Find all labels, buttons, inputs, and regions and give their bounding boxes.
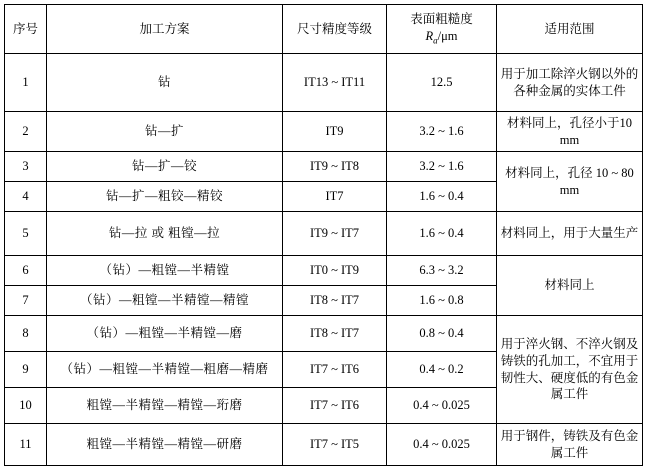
cell-no: 2 xyxy=(5,112,47,152)
cell-plan: （钻）—粗镗—半精镗—磨 xyxy=(47,316,283,352)
cell-plan: 钻 xyxy=(47,54,283,112)
cell-scope: 用于钢件，铸铁及有色金属工件 xyxy=(497,424,643,466)
cell-no: 9 xyxy=(5,352,47,388)
cell-roughness: 1.6 ~ 0.4 xyxy=(387,182,497,212)
cell-no: 1 xyxy=(5,54,47,112)
cell-no: 11 xyxy=(5,424,47,466)
cell-roughness: 1.6 ~ 0.4 xyxy=(387,212,497,256)
cell-plan: 钻—拉 或 粗镗—拉 xyxy=(47,212,283,256)
header-cell-plan: 加工方案 xyxy=(47,5,283,54)
cell-scope: 材料同上，孔径 10 ~ 80 mm xyxy=(497,152,643,212)
table-header-row xyxy=(5,5,643,54)
cell-no: 4 xyxy=(5,182,47,212)
cell-no: 7 xyxy=(5,286,47,316)
header-roughness-symbol: $R_a/\mu m$ xyxy=(425,29,458,46)
table-row xyxy=(5,256,643,286)
cell-tolerance: IT7 ~ IT6 xyxy=(283,388,387,424)
cell-plan: 钻—扩—粗铰—精铰 xyxy=(47,182,283,212)
cell-no: 3 xyxy=(5,152,47,182)
cell-roughness: 3.2 ~ 1.6 xyxy=(387,112,497,152)
cell-tolerance: IT13 ~ IT11 xyxy=(283,54,387,112)
cell-tolerance: IT7 xyxy=(283,182,387,212)
cell-roughness: 3.2 ~ 1.6 xyxy=(387,152,497,182)
cell-roughness: 12.5 xyxy=(387,54,497,112)
cell-plan: （钻）—粗镗—半精镗—粗磨—精磨 xyxy=(47,352,283,388)
cell-plan: 粗镗—半精镗—精镗—珩磨 xyxy=(47,388,283,424)
header-cell-roughness xyxy=(387,5,497,54)
cell-roughness: 6.3 ~ 3.2 xyxy=(387,256,497,286)
cell-roughness: 0.4 ~ 0.025 xyxy=(387,424,497,466)
cell-tolerance: IT0 ~ IT9 xyxy=(283,256,387,286)
cell-no: 8 xyxy=(5,316,47,352)
cell-tolerance: IT9 xyxy=(283,112,387,152)
cell-plan: 粗镗—半精镗—精镗—研磨 xyxy=(47,424,283,466)
header-cell-tolerance: 尺寸精度等级 xyxy=(283,5,387,54)
cell-no: 6 xyxy=(5,256,47,286)
cell-roughness: 1.6 ~ 0.8 xyxy=(387,286,497,316)
table-row xyxy=(5,112,643,152)
cell-roughness: 0.4 ~ 0.2 xyxy=(387,352,497,388)
cell-no: 5 xyxy=(5,212,47,256)
cell-tolerance: IT8 ~ IT7 xyxy=(283,316,387,352)
cell-scope: 材料同上，用于大量生产 xyxy=(497,212,643,256)
cell-tolerance: IT7 ~ IT6 xyxy=(283,352,387,388)
machining-scheme-table xyxy=(4,4,643,466)
cell-scope: 用于淬火钢、不淬火钢及铸铁的孔加工，不宜用于韧性大、硬度低的有色金属工件 xyxy=(497,316,643,424)
cell-scope: 材料同上 xyxy=(497,256,643,316)
header-cell-no: 序号 xyxy=(5,5,47,54)
cell-no: 10 xyxy=(5,388,47,424)
cell-plan: 钻—扩 xyxy=(47,112,283,152)
cell-tolerance: IT9 ~ IT7 xyxy=(283,212,387,256)
table-row xyxy=(5,54,643,112)
cell-tolerance: IT8 ~ IT7 xyxy=(283,286,387,316)
table-row xyxy=(5,424,643,466)
table-row xyxy=(5,152,643,182)
table-row xyxy=(5,212,643,256)
cell-plan: 钻—扩—铰 xyxy=(47,152,283,182)
cell-roughness: 0.8 ~ 0.4 xyxy=(387,316,497,352)
cell-scope: 材料同上，孔径小于10 mm xyxy=(497,112,643,152)
cell-scope: 用于加工除淬火钢以外的各种金属的实体工件 xyxy=(497,54,643,112)
cell-plan: （钻）—粗镗—半精镗—精镗 xyxy=(47,286,283,316)
header-cell-scope: 适用范围 xyxy=(497,5,643,54)
table-row xyxy=(5,316,643,352)
cell-plan: （钻）—粗镗—半精镗 xyxy=(47,256,283,286)
cell-tolerance: IT9 ~ IT8 xyxy=(283,152,387,182)
cell-roughness: 0.4 ~ 0.025 xyxy=(387,388,497,424)
cell-tolerance: IT7 ~ IT5 xyxy=(283,424,387,466)
header-roughness-title: 表面粗糙度 xyxy=(410,12,473,27)
